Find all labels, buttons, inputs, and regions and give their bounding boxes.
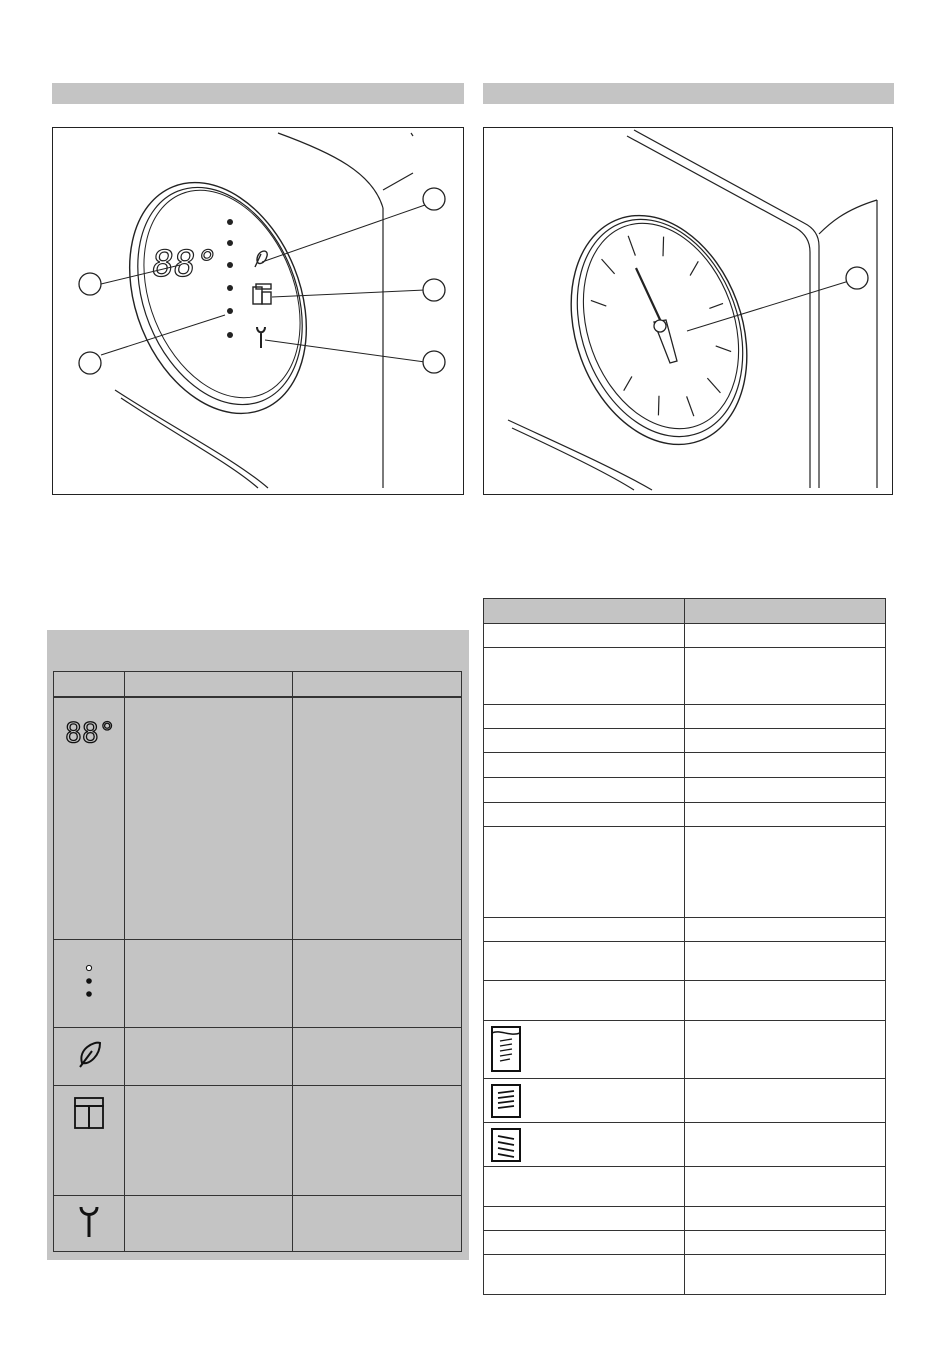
- dial-tick: [709, 303, 723, 308]
- table-row: [484, 1167, 886, 1207]
- dial-tick: [602, 259, 615, 274]
- table-row: [484, 624, 886, 648]
- callout-marker: [423, 351, 445, 373]
- callout-marker: [846, 267, 868, 289]
- parameter-column-header: [484, 599, 685, 624]
- table-row: [54, 1027, 462, 1085]
- led-dot: [227, 262, 233, 268]
- led-dot: [227, 219, 233, 225]
- analog-thermometer-drawing: [484, 128, 892, 494]
- table-row: [54, 1085, 462, 1195]
- table-row: [54, 1195, 462, 1251]
- table-row: [484, 729, 886, 753]
- description-column-header: [293, 672, 462, 698]
- service-wrench-icon: [257, 327, 265, 348]
- dial-tick: [663, 237, 664, 257]
- table-row: [484, 753, 886, 778]
- eco-leaf-icon: [255, 251, 267, 267]
- digital-control-panel-figure: [52, 127, 464, 495]
- symbol-legend-panel: [47, 630, 469, 1260]
- left-section-header-bar: [52, 83, 464, 104]
- led-dots-icon: [79, 956, 99, 1006]
- dial-tick: [687, 396, 694, 416]
- svg-text:88°: 88°: [65, 716, 116, 749]
- gauge-needle: [636, 268, 662, 324]
- technical-data-table: [483, 598, 886, 1295]
- dial-tick: [591, 300, 606, 306]
- callout-marker: [79, 273, 101, 295]
- table-row: [54, 697, 462, 939]
- table-row: [484, 918, 886, 942]
- hot-water-tank-icon: [71, 1096, 107, 1132]
- dial-tick: [628, 236, 635, 256]
- hot-water-tank-icon: [253, 284, 271, 304]
- led-dot: [227, 332, 233, 338]
- dial-tick: [624, 376, 632, 390]
- dial-tick: [707, 378, 720, 393]
- table-row: [484, 1255, 886, 1295]
- table-row: [484, 705, 886, 729]
- table-row: [484, 1079, 886, 1123]
- table-row: [484, 648, 886, 705]
- table-row: [484, 981, 886, 1021]
- table-row: [484, 778, 886, 803]
- digital-control-panel-drawing: [53, 128, 463, 494]
- tank-level-high-icon: [490, 1127, 524, 1163]
- led-dot: [227, 240, 233, 246]
- table-row: [484, 1021, 886, 1079]
- right-section-header-bar: [483, 83, 894, 104]
- function-column-header: [125, 672, 293, 698]
- callout-marker: [79, 352, 101, 374]
- table-row: [484, 1207, 886, 1231]
- callout-marker: [423, 279, 445, 301]
- table-row: [484, 1123, 886, 1167]
- temperature-display-icon: [59, 710, 119, 750]
- symbol-legend-table: [53, 671, 462, 1252]
- eco-leaf-icon: [74, 1037, 104, 1071]
- value-column-header: [685, 599, 886, 624]
- service-wrench-icon: [77, 1203, 101, 1239]
- analog-thermometer-figure: [483, 127, 893, 495]
- symbol-column-header: [54, 672, 125, 698]
- tank-level-medium-icon: [490, 1083, 524, 1119]
- table-row: [484, 1231, 886, 1255]
- table-row: [484, 942, 886, 981]
- table-row: [54, 939, 462, 1027]
- led-dot: [227, 308, 233, 314]
- led-dot: [227, 285, 233, 291]
- dial-tick: [716, 346, 731, 352]
- table-row: [484, 827, 886, 918]
- table-header-row: [54, 672, 462, 698]
- display-digits: 88°: [148, 242, 220, 285]
- tank-level-low-icon: [490, 1025, 524, 1073]
- dial-tick: [690, 261, 698, 275]
- callout-marker: [423, 188, 445, 210]
- dial-tick: [658, 396, 659, 416]
- table-row: [484, 803, 886, 827]
- table-header-row: [484, 599, 886, 624]
